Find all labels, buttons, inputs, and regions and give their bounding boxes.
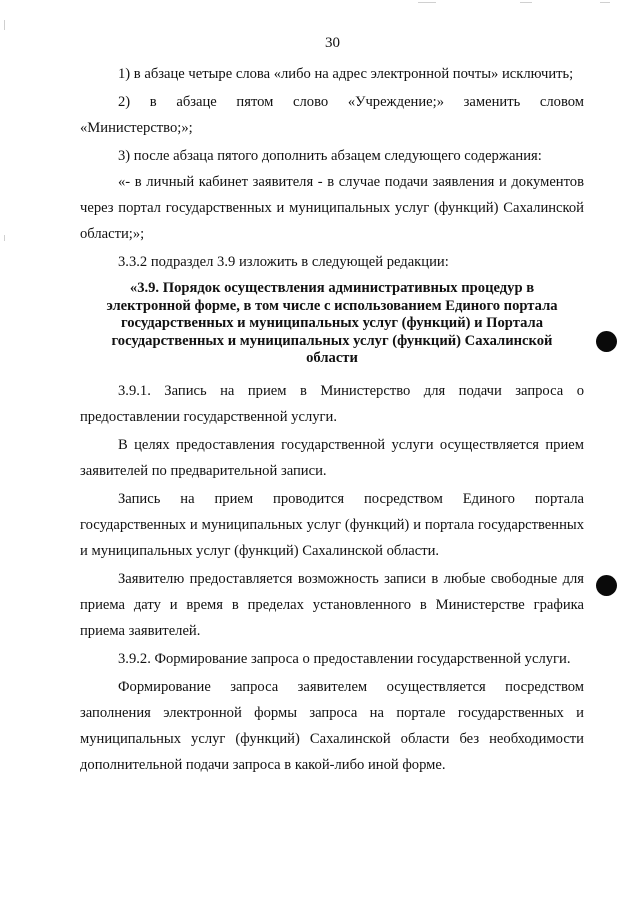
heading-line: государственных и муниципальных услуг (функций) и Портала bbox=[120, 315, 543, 331]
page-number: 30 bbox=[325, 35, 340, 51]
document-body bbox=[80, 61, 584, 778]
section-heading-3-9 bbox=[80, 280, 584, 368]
paragraph-item-2: 2) в абзаце пятом слово «Учреждение;» заменить словом «Министерство;»; bbox=[80, 94, 584, 136]
paragraph-item-1: 1) в абзаце четыре слова «либо на адрес электронной почты» исключить; bbox=[118, 66, 574, 82]
quoted-paragraph: «- в личный кабинет заявителя - в случае подачи заявления и документов через портал государственных и муниципальных услуг (функций) Сахалинской области;»; bbox=[80, 174, 584, 242]
heading-line: «3.9. Порядок осуществления административных процедур в bbox=[129, 280, 535, 296]
paragraph-appointment-purpose: В целях предоставления государственной услуги осуществляется прием заявителей по предварительной записи. bbox=[80, 436, 584, 479]
scan-artifact-edge bbox=[4, 20, 5, 30]
paragraph-appointment-method: Запись на прием проводится посредством Единого портала государственных и муниципальных услуг (функций) и портала государственных и муниципальных услуг (функций) Сахалинской области. bbox=[80, 490, 584, 559]
paragraph-appointment-options: Заявителю предоставляется возможность записи в любые свободные для приема дату и время в пределах установленного в Министерстве графика приема заявителей. bbox=[80, 570, 584, 639]
scan-artifact-line bbox=[600, 2, 610, 3]
scan-artifact-line bbox=[418, 2, 436, 3]
paragraph-subsection-3-3-2: 3.3.2 подраздел 3.9 изложить в следующей редакции: bbox=[118, 254, 449, 270]
heading-line: области bbox=[306, 350, 358, 366]
paragraph-3-9-2: 3.9.2. Формирование запроса о предоставлении государственной услуги. bbox=[118, 650, 571, 667]
scan-artifact-line bbox=[520, 2, 532, 3]
scan-artifact-edge bbox=[4, 235, 5, 241]
binder-hole-mark bbox=[596, 575, 617, 596]
paragraph-item-3: 3) после абзаца пятого дополнить абзацем следующего содержания: bbox=[118, 148, 542, 164]
paragraph-request-formation: Формирование запроса заявителем осуществляется посредством заполнения электронной формы запроса на портале государственных и муниципальных услуг (функций) Сахалинской области без необходимости дополнительной подачи запроса в какой-либо иной форме. bbox=[80, 678, 584, 773]
paragraph-3-9-1: 3.9.1. Запись на прием в Министерство для подачи запроса о предоставлении государственной услуги. bbox=[80, 382, 584, 425]
heading-line: государственных и муниципальных услуг (функций) Сахалинской bbox=[111, 332, 553, 349]
binder-hole-mark bbox=[596, 331, 617, 352]
heading-line: электронной форме, в том числе с использованием Единого портала bbox=[106, 297, 558, 314]
